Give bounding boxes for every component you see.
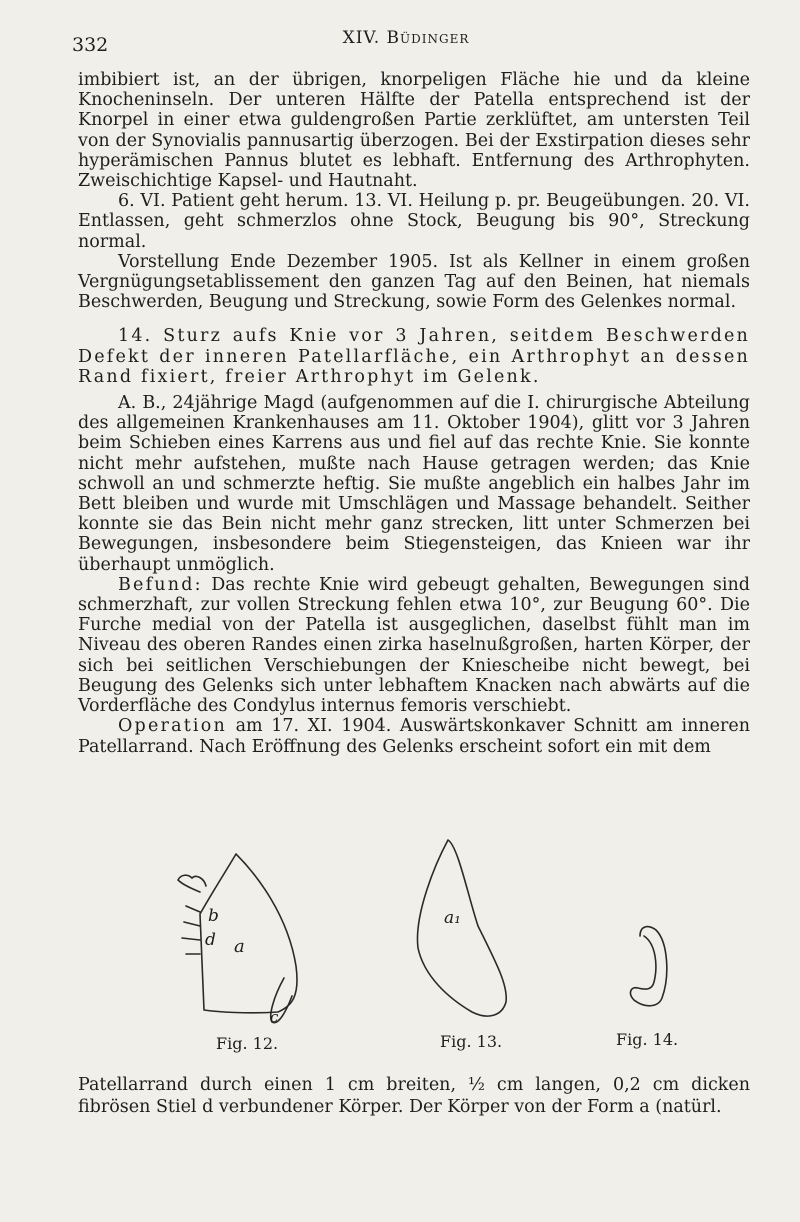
- paragraph-6: [78, 575, 750, 716]
- fig12-label-a: a: [234, 936, 245, 957]
- befund-label: Befund:: [118, 574, 203, 595]
- paragraph-5: A. B., 24jährige Magd (aufgenommen auf die I. chirurgische Abteilung des allgemeinen Krankenhauses am 11. Oktober 1904), glitt vor 3 Jahren beim Schieben eines Karrens aus und fiel auf das rechte Knie. Sie konnte nicht mehr aufstehen, mußte nach Hause getragen werden; das Knie schwoll an und schmerzte heftig. Sie mußte angeblich ein halbes Jahr im Bett bleiben und wurde mit Umschlägen und Massage behandelt. Seither konnte sie das Bein nicht mehr ganz strecken, litt unter Schmerzen bei Bewegungen, insbesondere beim Stiegensteigen, das Knieen war ihr überhaupt unmöglich.: [78, 393, 750, 575]
- chapter-number: XIV.: [342, 28, 387, 48]
- tail-paragraph: Patellarrand durch einen 1 cm breiten, ½ cm langen, 0,2 cm dicken fibrösen Stiel d verbundener Körper. Der Körper von der Form a (natürl.: [78, 1075, 750, 1117]
- operation-label: Operation: [118, 716, 227, 737]
- main-text: [78, 70, 750, 757]
- continued-text: [78, 1074, 750, 1118]
- figures-row: [78, 836, 750, 1056]
- page-number: 332: [72, 34, 109, 56]
- fig12-label-c: c: [270, 1008, 279, 1026]
- fig14-caption: Fig. 14.: [616, 1030, 679, 1049]
- fig12-label-d: d: [205, 930, 216, 950]
- paragraph-3: Vorstellung Ende Dezember 1905. Ist als Kellner in einem großen Vergnügungsetablissement den ganzen Tag auf den Beinen, hat niemals Beschwerden, Beugung und Streckung, sowie Form des Gelenkes normal.: [78, 251, 750, 313]
- fig12-caption: Fig. 12.: [216, 1034, 279, 1053]
- page-header: [72, 28, 740, 58]
- befund-text: Das rechte Knie wird gebeugt gehalten, Bewegungen sind schmerzhaft, zur vollen Streckung fehlen etwa 10°, zur Beugung 60°. Die Furche medial von der Patella ist ausgeglichen, daselbst fühlt man im Niveau des oberen Randes einen zirka haselnußgroßen, harten Körper, der sich bei seitlichen Verschiebungen der Kniescheibe nicht bewegt, bei Beugung des Gelenks sich unter lebhaftem Knacken nach abwärts auf die Vorderfläche des Condylus internus femoris verschiebt.: [78, 574, 750, 717]
- fig13-caption: Fig. 13.: [440, 1032, 503, 1051]
- running-head: [72, 28, 740, 48]
- fig14-outline: [631, 927, 667, 1006]
- fig12-stalk-d: [178, 875, 206, 892]
- paragraph-2: 6. VI. Patient geht herum. 13. VI. Heilung p. pr. Beugeübungen. 20. VI. Entlassen, geht schmerzlos ohne Stock, Beugung bis 90°, Streckung normal.: [78, 191, 750, 252]
- figure-drawings: [78, 836, 750, 1056]
- fig13-outline: [417, 840, 506, 1016]
- paragraph-7: [78, 716, 750, 756]
- paragraph-1: imbibiert ist, an der übrigen, knorpeligen Fläche hie und da kleine Knocheninseln. Der unteren Hälfte der Patella entsprechend ist der Knorpel in einer etwa guldengroßen Partie zerklüftet, am untersten Teil von der Synovialis pannusartig überzogen. Bei der Exstirpation dieses sehr hyperämischen Pannus blutet es lebhaft. Entfernung des Arthrophyten. Zweischichtige Kapsel- und Hautnaht.: [78, 70, 750, 192]
- case-heading: 14. Sturz aufs Knie vor 3 Jahren, seitdem Beschwerden Defekt der inneren Patellarfläche, ein Arthrophyt an dessen Rand fixiert, freier Arthrophyt im Gelenk.: [78, 326, 750, 387]
- operation-text: am 17. XI. 1904. Auswärtskonkaver Schnitt am inneren Patellarrand. Nach Eröffnung des Gelenks erscheint sofort ein mit dem: [78, 716, 750, 757]
- fig12-hooks: [182, 906, 200, 954]
- author-name: Büdinger: [386, 28, 470, 48]
- fig12-label-b: b: [208, 906, 219, 926]
- fig13-label-a1: a₁: [444, 908, 461, 928]
